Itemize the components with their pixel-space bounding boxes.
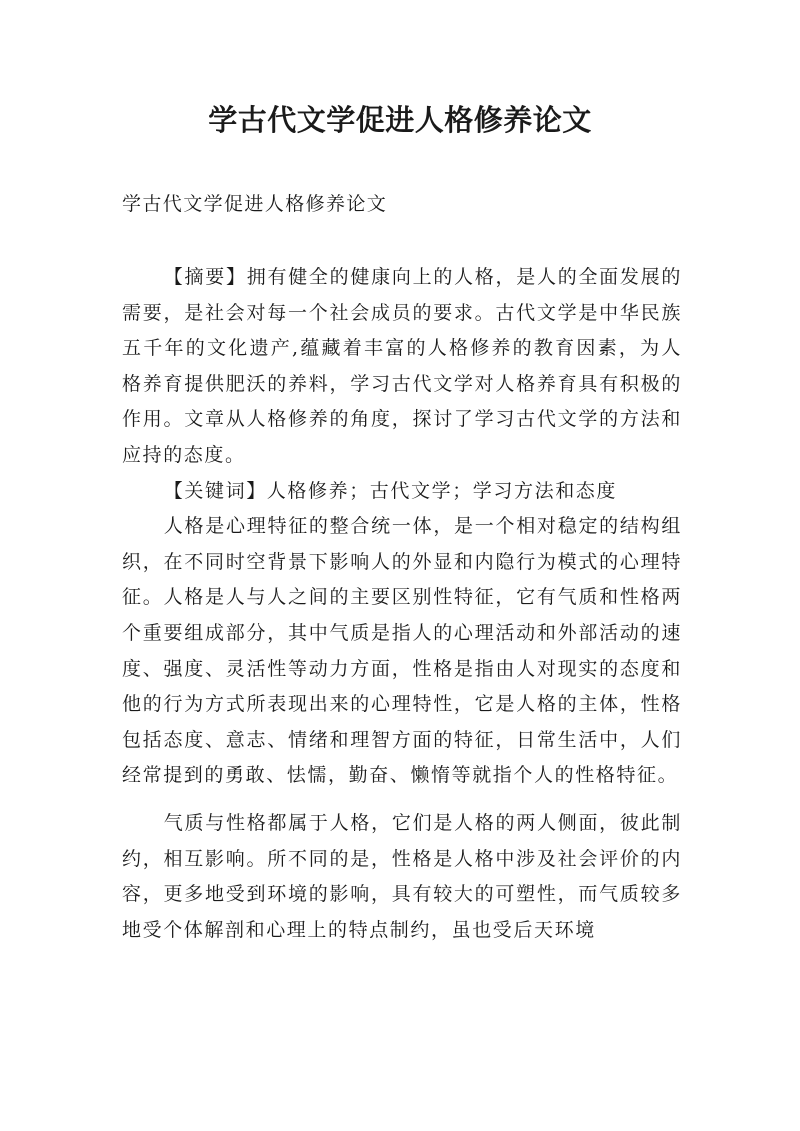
document-body bbox=[122, 260, 682, 948]
keywords-paragraph: 【关键词】人格修养；古代文学；学习方法和态度 bbox=[163, 479, 617, 502]
body-paragraph: 人格是心理特征的整合统一体，是一个相对稳定的结构组织，在不同时空背景下影响人的外显和内隐行为模式的心理特征。人格是人与人之间的主要区别性特征，它有气质和性格两个重要组成部分，其中气质是指人的心理活动和外部活动的速度、强度、灵活性等动力方面，性格是指由人对现实的态度和他的行为方式所表现出来的心理特性，它是人格的主体，性格包括态度、意志、情绪和理智方面的特征，日常生活中，人们经常提到的勇敢、怯懦，勤奋、懒惰等就指个人的性格特征。 bbox=[122, 515, 682, 787]
document-title: 学古代文学促进人格修养论文 bbox=[208, 103, 592, 137]
abstract-paragraph: 【摘要】拥有健全的健康向上的人格，是人的全面发展的需要，是社会对每一个社会成员的要求。古代文学是中华民族五千年的文化遗产,蕴藏着丰富的人格修养的教育因素，为人格养育提供肥沃的养料，学习古代文学对人格养育具有积极的作用。文章从人格修养的角度，探讨了学习古代文学的方法和应持的态度。 bbox=[122, 266, 682, 466]
body-paragraph: 气质与性格都属于人格，它们是人格的两人侧面，彼此制约，相互影响。所不同的是，性格是人格中涉及社会评价的内容，更多地受到环境的影响，具有较大的可塑性，而气质较多地受个体解剖和心理上的特点制约，虽也受后天环境 bbox=[122, 811, 682, 941]
document-subtitle: 学古代文学促进人格修养论文 bbox=[122, 193, 388, 215]
